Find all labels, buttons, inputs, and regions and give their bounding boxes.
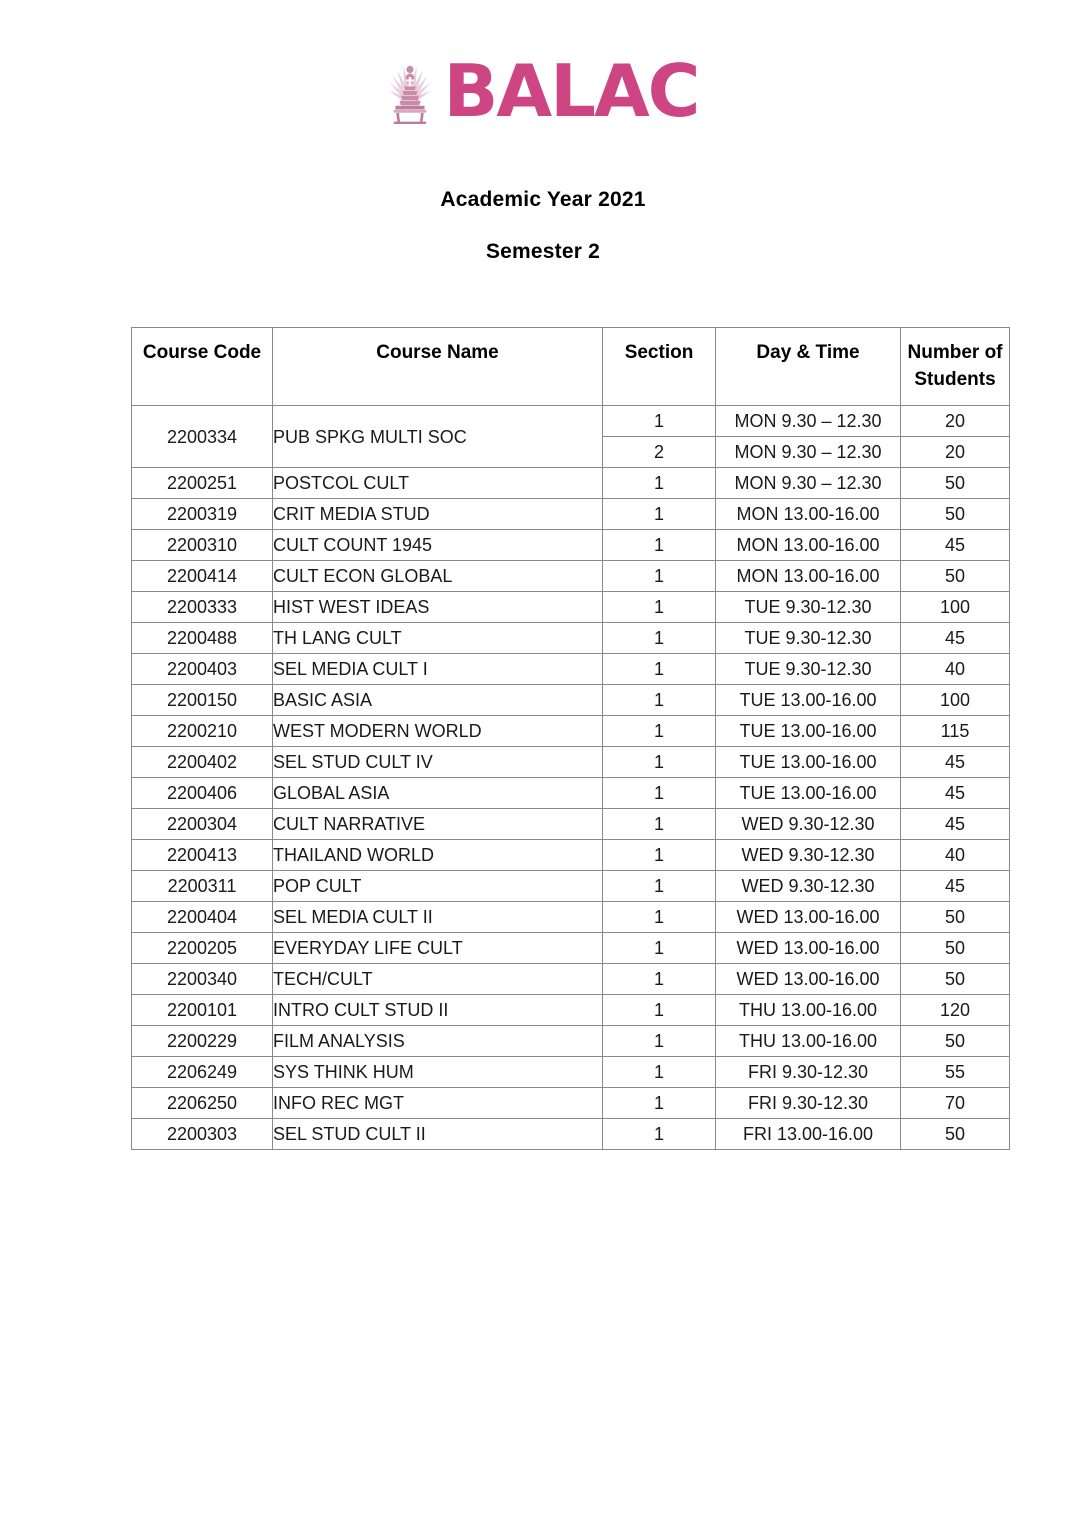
- cell-day-time: WED 9.30-12.30: [716, 871, 901, 902]
- cell-course-name: TH LANG CULT: [273, 623, 603, 654]
- cell-course-name: WEST MODERN WORLD: [273, 716, 603, 747]
- cell-course-code: 2200319: [132, 499, 273, 530]
- cell-section: 1: [603, 592, 716, 623]
- cell-course-code: 2200150: [132, 685, 273, 716]
- cell-course-code: 2200229: [132, 1026, 273, 1057]
- cell-day-time: TUE 13.00-16.00: [716, 716, 901, 747]
- cell-section: 1: [603, 530, 716, 561]
- cell-section: 1: [603, 933, 716, 964]
- cell-course-code: 2200413: [132, 840, 273, 871]
- cell-course-name: INTRO CULT STUD II: [273, 995, 603, 1026]
- table-row: [132, 902, 1010, 933]
- cell-course-name: SEL MEDIA CULT II: [273, 902, 603, 933]
- cell-day-time: FRI 9.30-12.30: [716, 1088, 901, 1119]
- cell-course-code: 2200210: [132, 716, 273, 747]
- cell-course-code: 2200205: [132, 933, 273, 964]
- cell-course-name: CULT ECON GLOBAL: [273, 561, 603, 592]
- cell-number-of-students: 100: [901, 592, 1010, 623]
- table-body: [132, 406, 1010, 1150]
- cell-day-time: TUE 13.00-16.00: [716, 685, 901, 716]
- table-row: [132, 1119, 1010, 1150]
- table-row: [132, 995, 1010, 1026]
- cell-number-of-students: 45: [901, 623, 1010, 654]
- table-row: [132, 778, 1010, 809]
- cell-day-time: TUE 13.00-16.00: [716, 778, 901, 809]
- cell-section: 1: [603, 778, 716, 809]
- cell-number-of-students: 50: [901, 933, 1010, 964]
- cell-course-code: 2206249: [132, 1057, 273, 1088]
- cell-course-name: SEL MEDIA CULT I: [273, 654, 603, 685]
- cell-course-name: INFO REC MGT: [273, 1088, 603, 1119]
- cell-number-of-students: 45: [901, 747, 1010, 778]
- cell-section: 1: [603, 902, 716, 933]
- balac-logo: [0, 49, 1086, 133]
- cell-day-time: MON 9.30 – 12.30: [716, 468, 901, 499]
- cell-number-of-students: 45: [901, 778, 1010, 809]
- balac-wordmark: BALAC: [443, 49, 699, 133]
- cell-day-time: MON 9.30 – 12.30: [716, 406, 901, 437]
- cell-number-of-students: 20: [901, 437, 1010, 468]
- cell-number-of-students: 50: [901, 561, 1010, 592]
- table-row: [132, 809, 1010, 840]
- cell-number-of-students: 55: [901, 1057, 1010, 1088]
- cell-number-of-students: 50: [901, 1026, 1010, 1057]
- column-header-day-time: Day & Time: [716, 328, 901, 406]
- cell-section: 1: [603, 1057, 716, 1088]
- cell-course-code: 2200404: [132, 902, 273, 933]
- cell-number-of-students: 45: [901, 809, 1010, 840]
- cell-section: 1: [603, 406, 716, 437]
- cell-number-of-students: 115: [901, 716, 1010, 747]
- cell-day-time: MON 13.00-16.00: [716, 530, 901, 561]
- cell-course-name: FILM ANALYSIS: [273, 1026, 603, 1057]
- table-row: [132, 623, 1010, 654]
- cell-course-code: 2200303: [132, 1119, 273, 1150]
- table-row: [132, 1026, 1010, 1057]
- cell-day-time: MON 13.00-16.00: [716, 499, 901, 530]
- cell-day-time: TUE 9.30-12.30: [716, 654, 901, 685]
- cell-number-of-students: 70: [901, 1088, 1010, 1119]
- cell-course-code: 2200402: [132, 747, 273, 778]
- table-header-row: [132, 328, 1010, 406]
- column-header-section: Section: [603, 328, 716, 406]
- cell-course-name: THAILAND WORLD: [273, 840, 603, 871]
- cell-number-of-students: 40: [901, 654, 1010, 685]
- cell-section: 1: [603, 1119, 716, 1150]
- cell-section: 1: [603, 871, 716, 902]
- column-header-students-line2: Students: [914, 369, 996, 390]
- column-header-course-code: Course Code: [132, 328, 273, 406]
- column-header-number-of-students: [901, 328, 1010, 406]
- cell-course-code: 2200340: [132, 964, 273, 995]
- cell-course-code: 2200414: [132, 561, 273, 592]
- cell-number-of-students: 50: [901, 902, 1010, 933]
- cell-number-of-students: 50: [901, 468, 1010, 499]
- cell-day-time: FRI 13.00-16.00: [716, 1119, 901, 1150]
- cell-course-name: SEL STUD CULT II: [273, 1119, 603, 1150]
- cell-day-time: WED 9.30-12.30: [716, 840, 901, 871]
- cell-course-name: POSTCOL CULT: [273, 468, 603, 499]
- course-schedule-table: [131, 327, 1010, 1150]
- cell-day-time: TUE 9.30-12.30: [716, 592, 901, 623]
- cell-course-name: GLOBAL ASIA: [273, 778, 603, 809]
- cell-number-of-students: 120: [901, 995, 1010, 1026]
- cell-section: 1: [603, 499, 716, 530]
- cell-course-name: CULT NARRATIVE: [273, 809, 603, 840]
- cell-section: 1: [603, 1088, 716, 1119]
- cell-course-code: 2200311: [132, 871, 273, 902]
- cell-number-of-students: 45: [901, 530, 1010, 561]
- cell-section: 1: [603, 623, 716, 654]
- table-row: [132, 1057, 1010, 1088]
- table-header: [132, 328, 1010, 406]
- column-header-course-name: Course Name: [273, 328, 603, 406]
- cell-course-code: 2200333: [132, 592, 273, 623]
- table-row: [132, 685, 1010, 716]
- cell-course-code: 2200101: [132, 995, 273, 1026]
- cell-section: 1: [603, 840, 716, 871]
- table-row: [132, 561, 1010, 592]
- cell-section: 2: [603, 437, 716, 468]
- cell-course-name: CULT COUNT 1945: [273, 530, 603, 561]
- table-row: [132, 933, 1010, 964]
- table-row: [132, 840, 1010, 871]
- table-row: [132, 592, 1010, 623]
- cell-number-of-students: 100: [901, 685, 1010, 716]
- table-row: [132, 871, 1010, 902]
- table-row: [132, 747, 1010, 778]
- cell-day-time: WED 13.00-16.00: [716, 902, 901, 933]
- cell-number-of-students: 50: [901, 499, 1010, 530]
- cell-course-name: HIST WEST IDEAS: [273, 592, 603, 623]
- cell-day-time: MON 9.30 – 12.30: [716, 437, 901, 468]
- cell-course-code: 2200403: [132, 654, 273, 685]
- cell-course-name: EVERYDAY LIFE CULT: [273, 933, 603, 964]
- cell-course-name: TECH/CULT: [273, 964, 603, 995]
- cell-day-time: MON 13.00-16.00: [716, 561, 901, 592]
- cell-section: 1: [603, 468, 716, 499]
- cell-course-name: CRIT MEDIA STUD: [273, 499, 603, 530]
- cell-section: 1: [603, 995, 716, 1026]
- table-row: [132, 406, 1010, 437]
- cell-section: 1: [603, 1026, 716, 1057]
- cell-number-of-students: 50: [901, 964, 1010, 995]
- cell-course-code: 2200488: [132, 623, 273, 654]
- cell-day-time: WED 13.00-16.00: [716, 964, 901, 995]
- cell-section: 1: [603, 561, 716, 592]
- table-row: [132, 530, 1010, 561]
- cell-section: 1: [603, 654, 716, 685]
- cell-course-name: SYS THINK HUM: [273, 1057, 603, 1088]
- table-row: [132, 654, 1010, 685]
- cell-number-of-students: 45: [901, 871, 1010, 902]
- page-title: Academic Year 2021: [440, 188, 646, 211]
- cell-course-code: 2200334: [132, 406, 273, 468]
- cell-day-time: THU 13.00-16.00: [716, 1026, 901, 1057]
- column-header-students-line1: Number of: [907, 342, 1003, 363]
- cell-course-code: 2206250: [132, 1088, 273, 1119]
- table-row: [132, 468, 1010, 499]
- table-row: [132, 716, 1010, 747]
- table-row: [132, 1088, 1010, 1119]
- cell-section: 1: [603, 809, 716, 840]
- cell-number-of-students: 50: [901, 1119, 1010, 1150]
- cell-number-of-students: 40: [901, 840, 1010, 871]
- cell-course-code: 2200310: [132, 530, 273, 561]
- table-row: [132, 964, 1010, 995]
- cell-course-name: POP CULT: [273, 871, 603, 902]
- page-subtitle: Semester 2: [485, 240, 601, 263]
- cell-course-code: 2200304: [132, 809, 273, 840]
- cell-day-time: FRI 9.30-12.30: [716, 1057, 901, 1088]
- cell-day-time: TUE 13.00-16.00: [716, 747, 901, 778]
- cell-day-time: WED 13.00-16.00: [716, 933, 901, 964]
- cell-section: 1: [603, 964, 716, 995]
- table-row: [132, 499, 1010, 530]
- cell-section: 1: [603, 716, 716, 747]
- cell-course-code: 2200406: [132, 778, 273, 809]
- cell-number-of-students: 20: [901, 406, 1010, 437]
- cell-course-code: 2200251: [132, 468, 273, 499]
- cell-course-name: SEL STUD CULT IV: [273, 747, 603, 778]
- cell-course-name: PUB SPKG MULTI SOC: [273, 406, 603, 468]
- course-schedule-table-container: [131, 327, 1009, 1150]
- cell-course-name: BASIC ASIA: [273, 685, 603, 716]
- cell-day-time: WED 9.30-12.30: [716, 809, 901, 840]
- chulalongkorn-phra-kiao-crest-icon: [387, 57, 433, 125]
- cell-day-time: THU 13.00-16.00: [716, 995, 901, 1026]
- cell-section: 1: [603, 747, 716, 778]
- cell-day-time: TUE 9.30-12.30: [716, 623, 901, 654]
- cell-section: 1: [603, 685, 716, 716]
